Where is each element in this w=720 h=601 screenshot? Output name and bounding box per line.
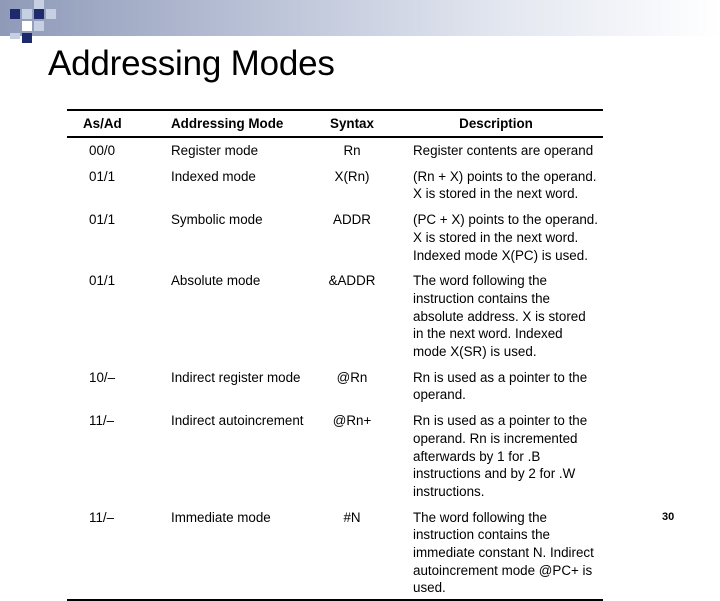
table-row xyxy=(67,137,603,164)
cell-description: Register contents are operand xyxy=(413,143,594,158)
cell-syntax: #N xyxy=(311,505,393,601)
table-row xyxy=(67,268,603,365)
table-row xyxy=(67,365,603,408)
cell-syntax: Rn xyxy=(343,143,361,158)
header-description: Description xyxy=(393,110,603,137)
cell-as-ad: 11/– xyxy=(67,505,155,601)
cell-syntax: X(Rn) xyxy=(334,168,370,184)
table-row xyxy=(67,207,603,268)
cell-as-ad: 11/– xyxy=(89,413,115,429)
cell-description: The word following the instruction contains the immediate constant N. Indirect autoincrement mode @PC+ is used. xyxy=(393,505,603,601)
cell-description: Rn is used as a pointer to the operand. Rn is incremented afterwards by 1 for .B instructions and by 2 for .W instructions. xyxy=(413,413,588,499)
cell-syntax: @Rn+ xyxy=(332,413,372,429)
cell-as-ad: 10/– xyxy=(89,369,116,385)
cell-as-ad: 00/0 xyxy=(89,143,116,158)
cell-as-ad: 01/1 xyxy=(89,273,116,289)
addressing-modes-table xyxy=(67,109,603,601)
cell-as-ad: 01/1 xyxy=(89,168,116,184)
cell-mode: Register mode xyxy=(171,143,259,158)
cell-mode: Absolute mode xyxy=(171,273,261,289)
cell-description: Rn is used as a pointer to the operand. xyxy=(413,369,588,403)
cell-description: The word following the instruction contains the absolute address. X is stored in the next word. Indexed mode X(SR) is used. xyxy=(413,273,586,360)
header-syntax: Syntax xyxy=(311,110,393,137)
cell-mode: Indirect autoincrement xyxy=(171,413,304,429)
cell-mode: Symbolic mode xyxy=(171,212,263,228)
header-as-ad: As/Ad xyxy=(67,110,155,137)
table-row xyxy=(67,505,603,601)
cell-syntax: ADDR xyxy=(333,212,371,228)
cell-description: (PC + X) points to the operand. X is stored in the next word. Indexed mode X(PC) is used. xyxy=(413,212,598,263)
cell-description: (Rn + X) points to the operand. X is stored in the next word. xyxy=(413,168,597,202)
page-number: 30 xyxy=(662,511,675,523)
slide-title: Addressing Modes xyxy=(48,44,335,83)
cell-mode: Indexed mode xyxy=(171,168,256,184)
cell-syntax: @Rn xyxy=(336,369,368,385)
cell-as-ad: 01/1 xyxy=(89,212,116,228)
header-band xyxy=(0,0,720,36)
cell-mode: Indirect register mode xyxy=(171,369,301,385)
table-row xyxy=(67,164,603,207)
cell-syntax: &ADDR xyxy=(328,273,376,289)
table-header-row xyxy=(67,110,603,137)
table-row xyxy=(67,408,603,505)
cell-mode: Immediate mode xyxy=(155,505,311,601)
header-addressing-mode: Addressing Mode xyxy=(155,110,311,137)
